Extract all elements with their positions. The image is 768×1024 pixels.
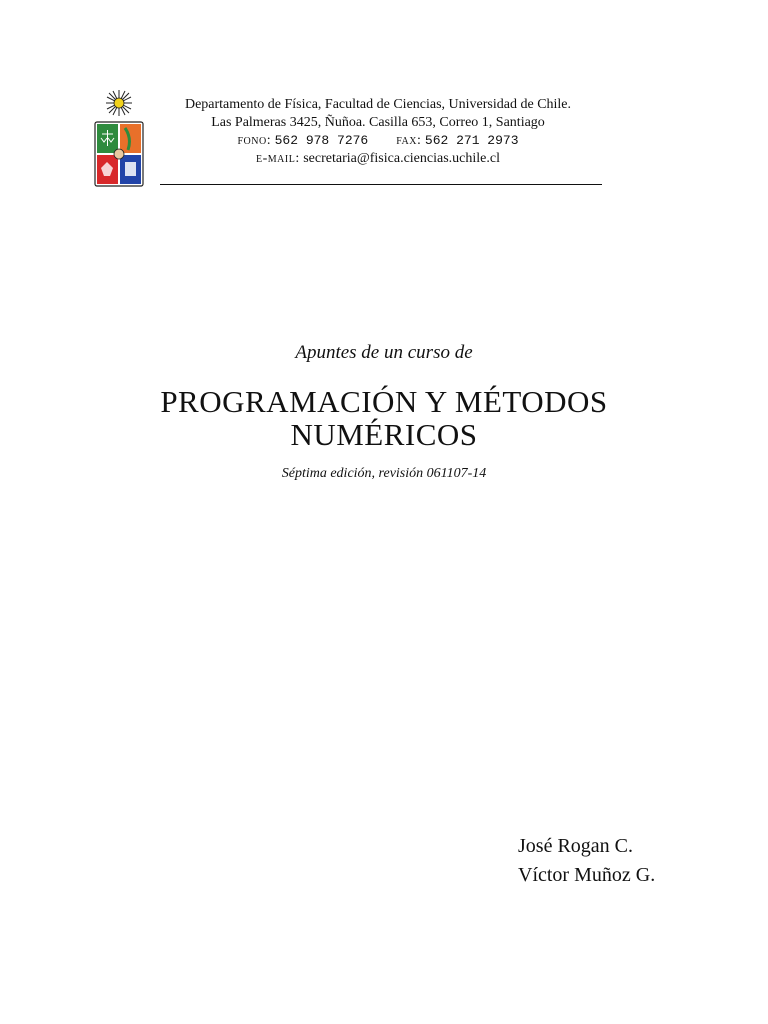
letterhead <box>92 88 612 188</box>
author-2: Víctor Muñoz G. <box>518 864 656 886</box>
fax-number: 562 271 2973 <box>424 133 519 148</box>
university-crest-icon <box>92 88 146 188</box>
phone-label: fono: <box>237 133 272 148</box>
letterhead-text <box>152 96 604 168</box>
edition-note: Séptima edición, revisión 061107-14 <box>281 466 487 481</box>
title-line-2: NUMÉRICOS <box>290 417 478 452</box>
title-line-1: PROGRAMACIÓN Y MÉTODOS <box>160 384 608 419</box>
phone-number: 562 978 7276 <box>274 133 369 148</box>
header-divider <box>160 184 602 185</box>
contact-line <box>152 132 604 150</box>
authors <box>518 832 655 890</box>
document-title <box>0 385 768 451</box>
fax-label: fax: <box>396 133 422 148</box>
author-1: José Rogan C. <box>518 835 633 857</box>
email-line <box>152 150 604 168</box>
address-line: Las Palmeras 3425, Ñuñoa. Casilla 653, Correo 1, Santiago <box>211 115 545 130</box>
department-line: Departamento de Física, Facultad de Ciencias, Universidad de Chile. <box>184 97 572 112</box>
subtitle: Apuntes de un curso de <box>295 342 473 363</box>
email-label: e-mail: <box>256 151 300 166</box>
email-address: secretaria@fisica.ciencias.uchile.cl <box>303 151 500 166</box>
